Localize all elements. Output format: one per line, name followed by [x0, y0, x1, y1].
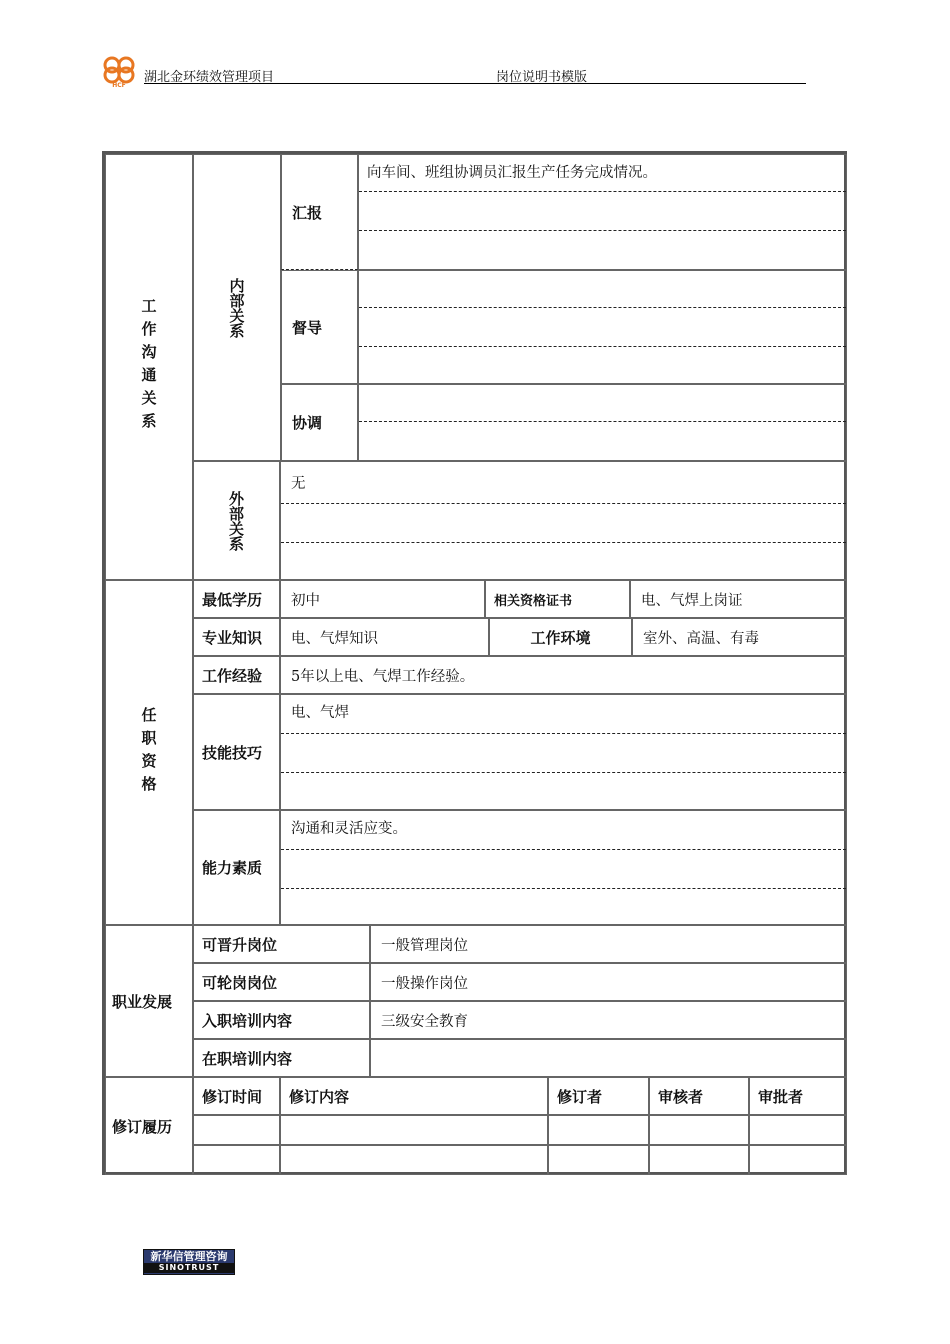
education-label-cell — [193, 580, 280, 618]
ability-label: 能力素质 — [202, 859, 263, 877]
logo-text: HCF — [112, 82, 126, 88]
report-label: 汇报 — [292, 203, 323, 222]
skills-label-cell — [193, 694, 280, 810]
job-description-form — [102, 151, 847, 1175]
experience-value-cell — [280, 656, 847, 694]
revision-cell[interactable] — [749, 1145, 847, 1175]
ruled-line — [281, 772, 846, 773]
revision-cell[interactable] — [548, 1145, 649, 1175]
rotation-label: 可轮岗岗位 — [202, 973, 278, 992]
education-label: 最低学历 — [202, 590, 263, 609]
revision-section-label: 修订履历 — [112, 1117, 173, 1136]
onboarding-label: 入职培训内容 — [202, 1011, 293, 1030]
supervise-label: 督导 — [292, 318, 323, 337]
ability-content-cell — [280, 810, 847, 925]
knowledge-label-cell — [193, 618, 280, 656]
page-header — [100, 54, 806, 86]
internal-relations-label: 内部关系 — [227, 277, 246, 338]
ability-value: 沟通和灵活应变。 — [291, 821, 407, 837]
hcf-logo-icon — [100, 54, 138, 88]
revision-cell[interactable] — [749, 1115, 847, 1145]
qualification-section-label: 任职资格 — [139, 706, 158, 799]
ruled-line — [281, 888, 846, 889]
revision-cell[interactable] — [280, 1145, 548, 1175]
revision-cell[interactable] — [193, 1145, 280, 1175]
certificate-label-cell — [485, 580, 630, 618]
communication-section-label: 工作沟通关系 — [139, 298, 158, 436]
revision-cell[interactable] — [280, 1115, 548, 1145]
revision-cell[interactable] — [649, 1115, 749, 1145]
promotion-value: 一般管理岗位 — [381, 937, 468, 954]
revision-col-content — [280, 1077, 548, 1115]
certificate-label: 相关资格证书 — [494, 593, 573, 609]
ruled-line — [359, 421, 846, 422]
onthejob-label: 在职培训内容 — [202, 1049, 293, 1068]
coordinate-label-cell — [281, 384, 358, 461]
education-value-cell — [280, 580, 485, 618]
revision-col-content-label: 修订内容 — [289, 1087, 350, 1106]
footer-brand-cn: 新华信管理咨询 — [150, 1250, 228, 1263]
project-name: 湖北金环绩效管理项目 — [144, 70, 275, 85]
ruled-line — [281, 542, 846, 543]
knowledge-value-cell — [280, 618, 489, 656]
external-text: 无 — [291, 476, 306, 492]
external-content-cell — [280, 461, 847, 580]
revision-col-time — [193, 1077, 280, 1115]
certificate-value: 电、气焊上岗证 — [641, 592, 743, 609]
ruled-line — [359, 346, 846, 347]
environment-label: 工作环境 — [530, 628, 591, 647]
onboarding-value: 三级安全教育 — [381, 1013, 468, 1030]
revision-col-auditor-label: 审核者 — [658, 1087, 704, 1106]
experience-label: 工作经验 — [202, 666, 263, 685]
ruled-line — [359, 307, 846, 308]
revision-col-approver-label: 审批者 — [758, 1087, 804, 1106]
report-content-cell — [358, 154, 847, 270]
internal-relations-label-cell — [193, 154, 281, 461]
revision-col-reviser-label: 修订者 — [557, 1087, 603, 1106]
knowledge-value: 电、气焊知识 — [291, 630, 378, 647]
external-relations-label-cell — [193, 461, 280, 580]
onboarding-value-cell — [370, 1001, 847, 1039]
sinotrust-logo — [143, 1249, 235, 1275]
ruled-line — [281, 503, 846, 504]
ruled-line — [281, 849, 846, 850]
revision-cell[interactable] — [193, 1115, 280, 1145]
environment-label-cell — [489, 618, 632, 656]
onthejob-label-cell — [193, 1039, 370, 1077]
coordinate-content-cell — [358, 384, 847, 461]
environment-value: 室外、高温、有毒 — [643, 630, 759, 647]
promotion-label: 可晋升岗位 — [202, 935, 278, 954]
revision-section-label-cell — [105, 1077, 193, 1175]
skills-value: 电、气焊 — [291, 705, 349, 721]
revision-col-reviser — [548, 1077, 649, 1115]
career-section-label: 职业发展 — [112, 992, 173, 1011]
ability-label-cell — [193, 810, 280, 925]
supervise-label-cell — [281, 270, 358, 384]
coordinate-label: 协调 — [292, 414, 323, 432]
experience-value: 5年以上电、气焊工作经验。 — [291, 668, 475, 685]
rotation-value: 一般操作岗位 — [381, 975, 468, 992]
revision-cell[interactable] — [548, 1115, 649, 1145]
experience-label-cell — [193, 656, 280, 694]
education-value: 初中 — [291, 592, 320, 609]
career-section-label-cell — [105, 925, 193, 1077]
promotion-value-cell — [370, 925, 847, 963]
document-type: 岗位说明书模版 — [496, 70, 588, 85]
knowledge-label: 专业知识 — [202, 628, 263, 647]
revision-col-auditor — [649, 1077, 749, 1115]
onthejob-value-cell — [370, 1039, 847, 1077]
revision-col-time-label: 修订时间 — [202, 1087, 263, 1106]
external-relations-label: 外部关系 — [227, 490, 245, 551]
environment-value-cell — [632, 618, 847, 656]
report-text: 向车间、班组协调员汇报生产任务完成情况。 — [367, 165, 657, 181]
rotation-label-cell — [193, 963, 370, 1001]
promotion-label-cell — [193, 925, 370, 963]
header-rule — [144, 83, 806, 84]
rotation-value-cell — [370, 963, 847, 1001]
footer-brand-en: SINOTRUST — [144, 1263, 234, 1273]
certificate-value-cell — [630, 580, 847, 618]
skills-label: 技能技巧 — [202, 743, 263, 762]
revision-col-approver — [749, 1077, 847, 1115]
onboarding-label-cell — [193, 1001, 370, 1039]
ruled-line — [281, 733, 846, 734]
ruled-line — [359, 230, 846, 231]
ruled-line — [359, 191, 846, 192]
skills-content-cell — [280, 694, 847, 810]
report-label-cell — [281, 154, 358, 270]
revision-cell[interactable] — [649, 1145, 749, 1175]
communication-section-label-cell — [105, 154, 193, 580]
supervise-content-cell — [358, 270, 847, 384]
qualification-section-label-cell — [105, 580, 193, 925]
